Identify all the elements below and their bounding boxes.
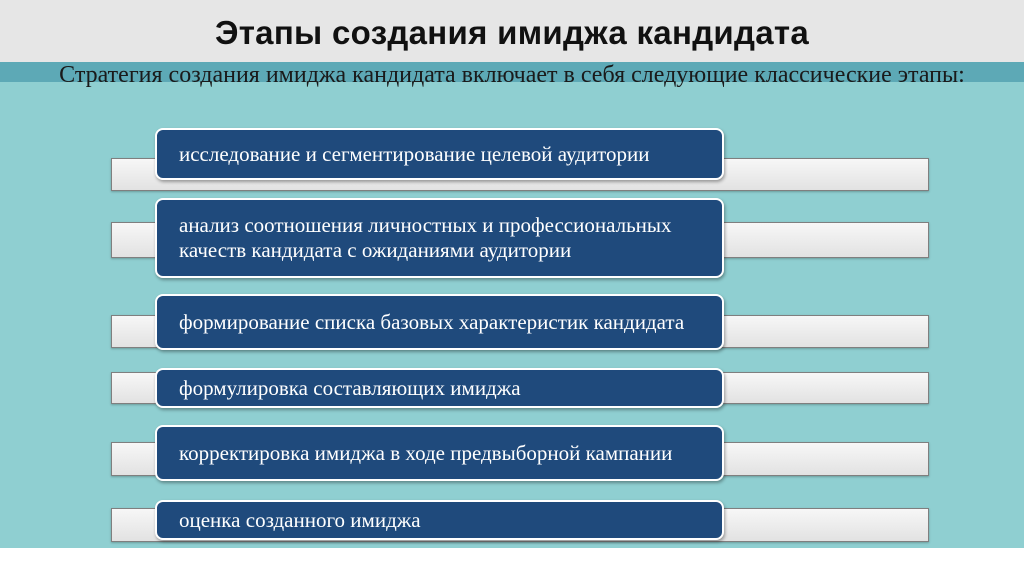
step-label: корректировка имиджа в ходе предвыборной кампании: [179, 440, 673, 465]
step-label: формулировка составляющих имиджа: [179, 375, 521, 400]
step-box: [155, 128, 724, 180]
step-box: [155, 368, 724, 408]
step-label: оценка созданного имиджа: [179, 507, 421, 532]
slide-title: Этапы создания имиджа кандидата: [214, 14, 810, 51]
step-box: [155, 500, 724, 540]
bottom-strip: [0, 548, 1024, 576]
step-label: исследование и сегментирование целевой аудитории: [179, 141, 650, 166]
step-box: [155, 294, 724, 350]
step-box: [155, 198, 724, 278]
step-box: [155, 425, 724, 481]
slide-subtitle: Стратегия создания имиджа кандидата включает в себя следующие классические этапы:: [59, 62, 965, 88]
step-label: формирование списка базовых характеристик кандидата: [179, 309, 685, 334]
step-label: анализ соотношения личностных и профессиональных качеств кандидата с ожиданиями аудитории: [179, 213, 672, 262]
